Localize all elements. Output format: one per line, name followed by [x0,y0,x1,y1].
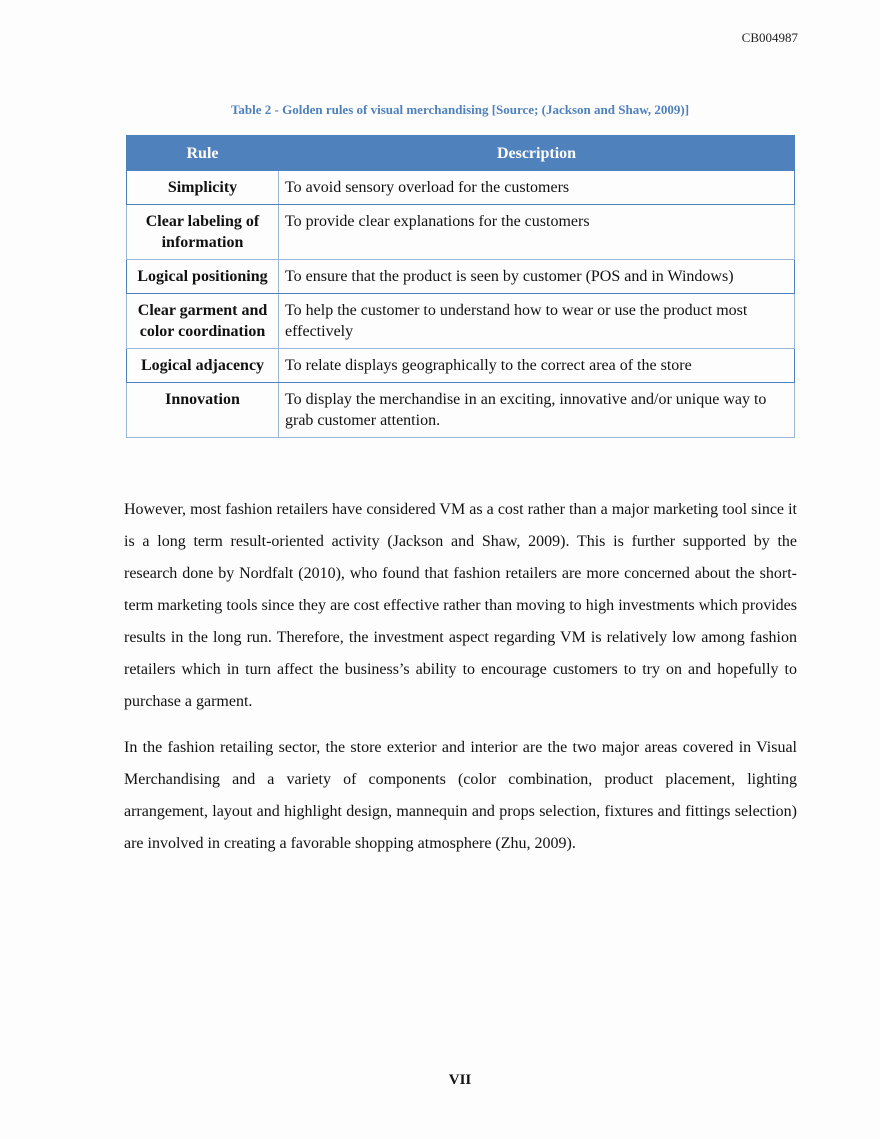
rule-cell: Innovation [127,383,279,438]
table-row [127,260,795,294]
paragraph: In the fashion retailing sector, the store exterior and interior are the two major areas covered in Visual Merchandising and a variety of components (color combination, product placement, lighting arrangement, layout and highlight design, mannequin and props selection, fixtures and fittings selection) are involved in creating a favorable shopping atmosphere (Zhu, 2009). [124,739,797,852]
table-row [127,294,795,349]
golden-rules-table [126,135,795,438]
body-text [124,494,797,874]
description-cell: To display the merchandise in an exciting, innovative and/or unique way to grab customer attention. [279,383,795,438]
table-row [127,171,795,205]
column-header-description: Description [279,136,795,171]
table-header-row [127,136,795,171]
rule-cell: Simplicity [127,171,279,205]
document-id: CB004987 [741,30,798,45]
rule-cell: Clear labeling of information [127,205,279,260]
description-cell: To avoid sensory overload for the customers [279,171,795,205]
table-caption: Table 2 - Golden rules of visual merchandising [Source; (Jackson and Shaw, 2009)] [230,102,690,117]
table-row [127,383,795,438]
page-number: VII [448,1072,472,1088]
description-cell: To help the customer to understand how to wear or use the product most effectively [279,294,795,349]
table-row [127,205,795,260]
description-cell: To provide clear explanations for the customers [279,205,795,260]
paragraph: However, most fashion retailers have considered VM as a cost rather than a major marketing tool since it is a long term result-oriented activity (Jackson and Shaw, 2009). This is further supported by the research done by Nordfalt (2010), who found that fashion retailers are more concerned about the short-term marketing tools since they are cost effective rather than moving to high investments which provides results in the long run. Therefore, the investment aspect regarding VM is relatively low among fashion retailers which in turn affect the business’s ability to encourage customers to try on and hopefully to purchase a garment. [124,501,797,710]
description-cell: To relate displays geographically to the correct area of the store [279,349,795,383]
column-header-rule: Rule [127,136,279,171]
rule-cell: Logical positioning [127,260,279,294]
description-cell: To ensure that the product is seen by customer (POS and in Windows) [279,260,795,294]
rule-cell: Clear garment and color coordination [127,294,279,349]
rule-cell: Logical adjacency [127,349,279,383]
table-row [127,349,795,383]
